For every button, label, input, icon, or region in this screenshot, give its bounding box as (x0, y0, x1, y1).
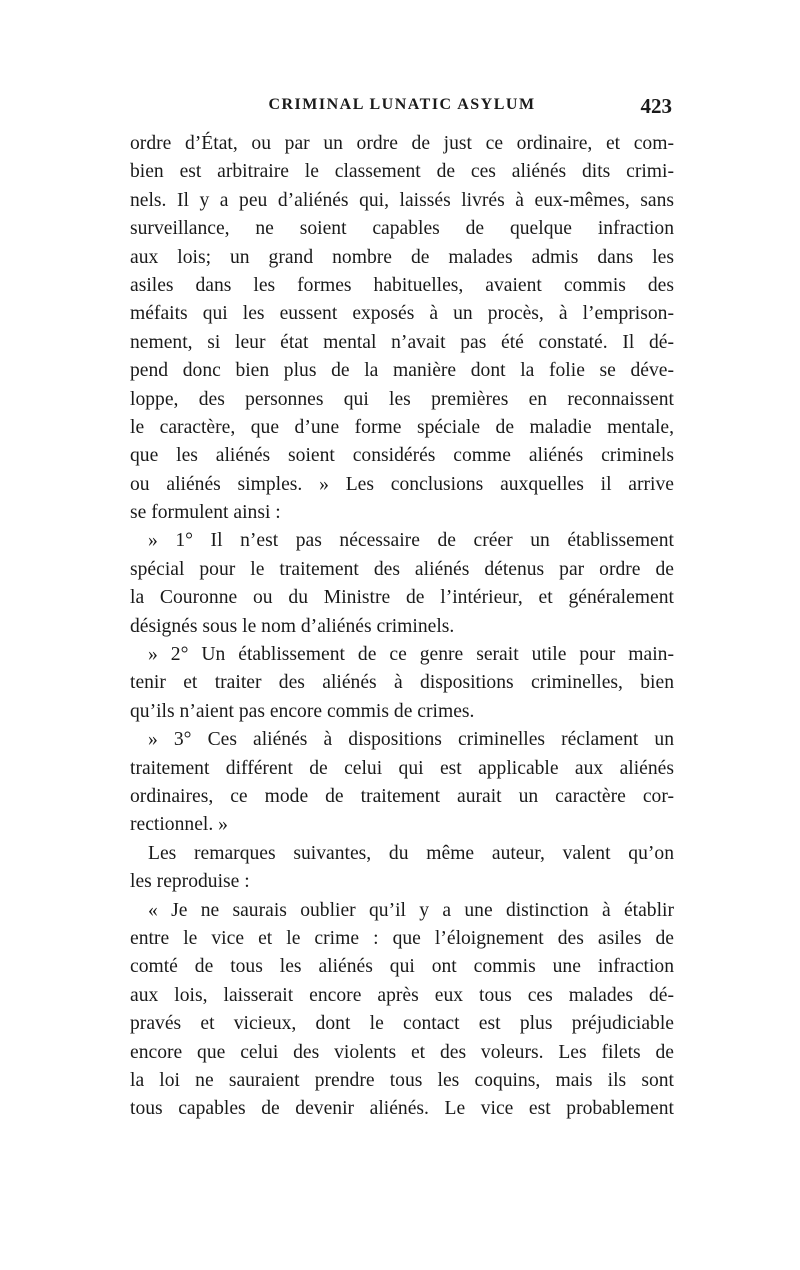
text-line: comté de tous les aliénés qui ont commis une infraction (130, 956, 674, 978)
text-line: « Je ne saurais oublier qu’il y a une distinction à établir (148, 899, 674, 921)
page-number: 423 (640, 94, 672, 118)
text-line: nels. Il y a peu d’aliénés qui, laissés livrés à eux-mêmes, sans (130, 189, 674, 211)
text-line: que les aliénés soient considérés comme aliénés criminels (130, 445, 674, 467)
text-line: spécial pour le traitement des aliénés détenus par ordre de (130, 558, 674, 580)
text-line: surveillance, ne soient capables de quelque infraction (130, 218, 674, 240)
text-line: aux lois, laisserait encore après eux tous ces malades dé- (130, 984, 674, 1006)
text-line: la loi ne sauraient prendre tous les coquins, mais ils sont (130, 1069, 674, 1091)
text-line: » 1° Il n’est pas nécessaire de créer un établissement (148, 530, 674, 552)
text-line: ordinaires, ce mode de traitement aurait un caractère cor- (130, 785, 674, 807)
text-line: asiles dans les formes habituelles, avaient commis des (130, 274, 674, 296)
text-line: la Couronne ou du Ministre de l’intérieur, et généralement (130, 587, 674, 609)
running-title: CRIMINAL LUNATIC ASYLUM (268, 96, 536, 113)
text-line: Les remarques suivantes, du même auteur, valent qu’on (148, 842, 674, 864)
text-line: ordre d’État, ou par un ordre de just ce ordinaire, et com- (130, 133, 674, 154)
text-line: nement, si leur état mental n’avait pas été constaté. Il dé- (130, 331, 674, 353)
text-line: » 3° Ces aliénés à dispositions criminelles réclament un (148, 729, 674, 751)
text-line: tenir et traiter des aliénés à dispositions criminelles, bien (130, 672, 674, 694)
text-line: traitement différent de celui qui est applicable aux aliénés (130, 757, 674, 779)
text-line: méfaits qui les eussent exposés à un procès, à l’emprison- (130, 303, 674, 325)
text-line: encore que celui des violents et des voleurs. Les filets de (130, 1041, 674, 1063)
running-header (132, 94, 672, 124)
text-line: aux lois; un grand nombre de malades admis dans les (130, 246, 674, 268)
text-line: rectionnel. » (130, 814, 228, 836)
text-line: entre le vice et le crime : que l’éloignement des asiles de (130, 927, 674, 949)
text-line: les reproduise : (130, 871, 250, 893)
text-line: qu’ils n’aient pas encore commis de crimes. (130, 700, 475, 722)
text-line: tous capables de devenir aliénés. Le vice est probablement (130, 1098, 674, 1120)
text-line: désignés sous le nom d’aliénés criminels. (130, 615, 455, 637)
text-line: pravés et vicieux, dont le contact est plus préjudiciable (130, 1013, 674, 1035)
text-line: le caractère, que d’une forme spéciale de maladie mentale, (130, 416, 674, 438)
text-line: » 2° Un établissement de ce genre serait utile pour main- (148, 644, 674, 666)
text-line: bien est arbitraire le classement de ces aliénés dits crimi- (130, 161, 674, 183)
text-line: se formulent ainsi : (130, 502, 281, 524)
text-line: loppe, des personnes qui les premières en reconnaissent (130, 388, 674, 410)
body-text (130, 130, 674, 1124)
text-line: ou aliénés simples. » Les conclusions auxquelles il arrive (130, 473, 674, 495)
text-line: pend donc bien plus de la manière dont la folie se déve- (130, 360, 674, 382)
